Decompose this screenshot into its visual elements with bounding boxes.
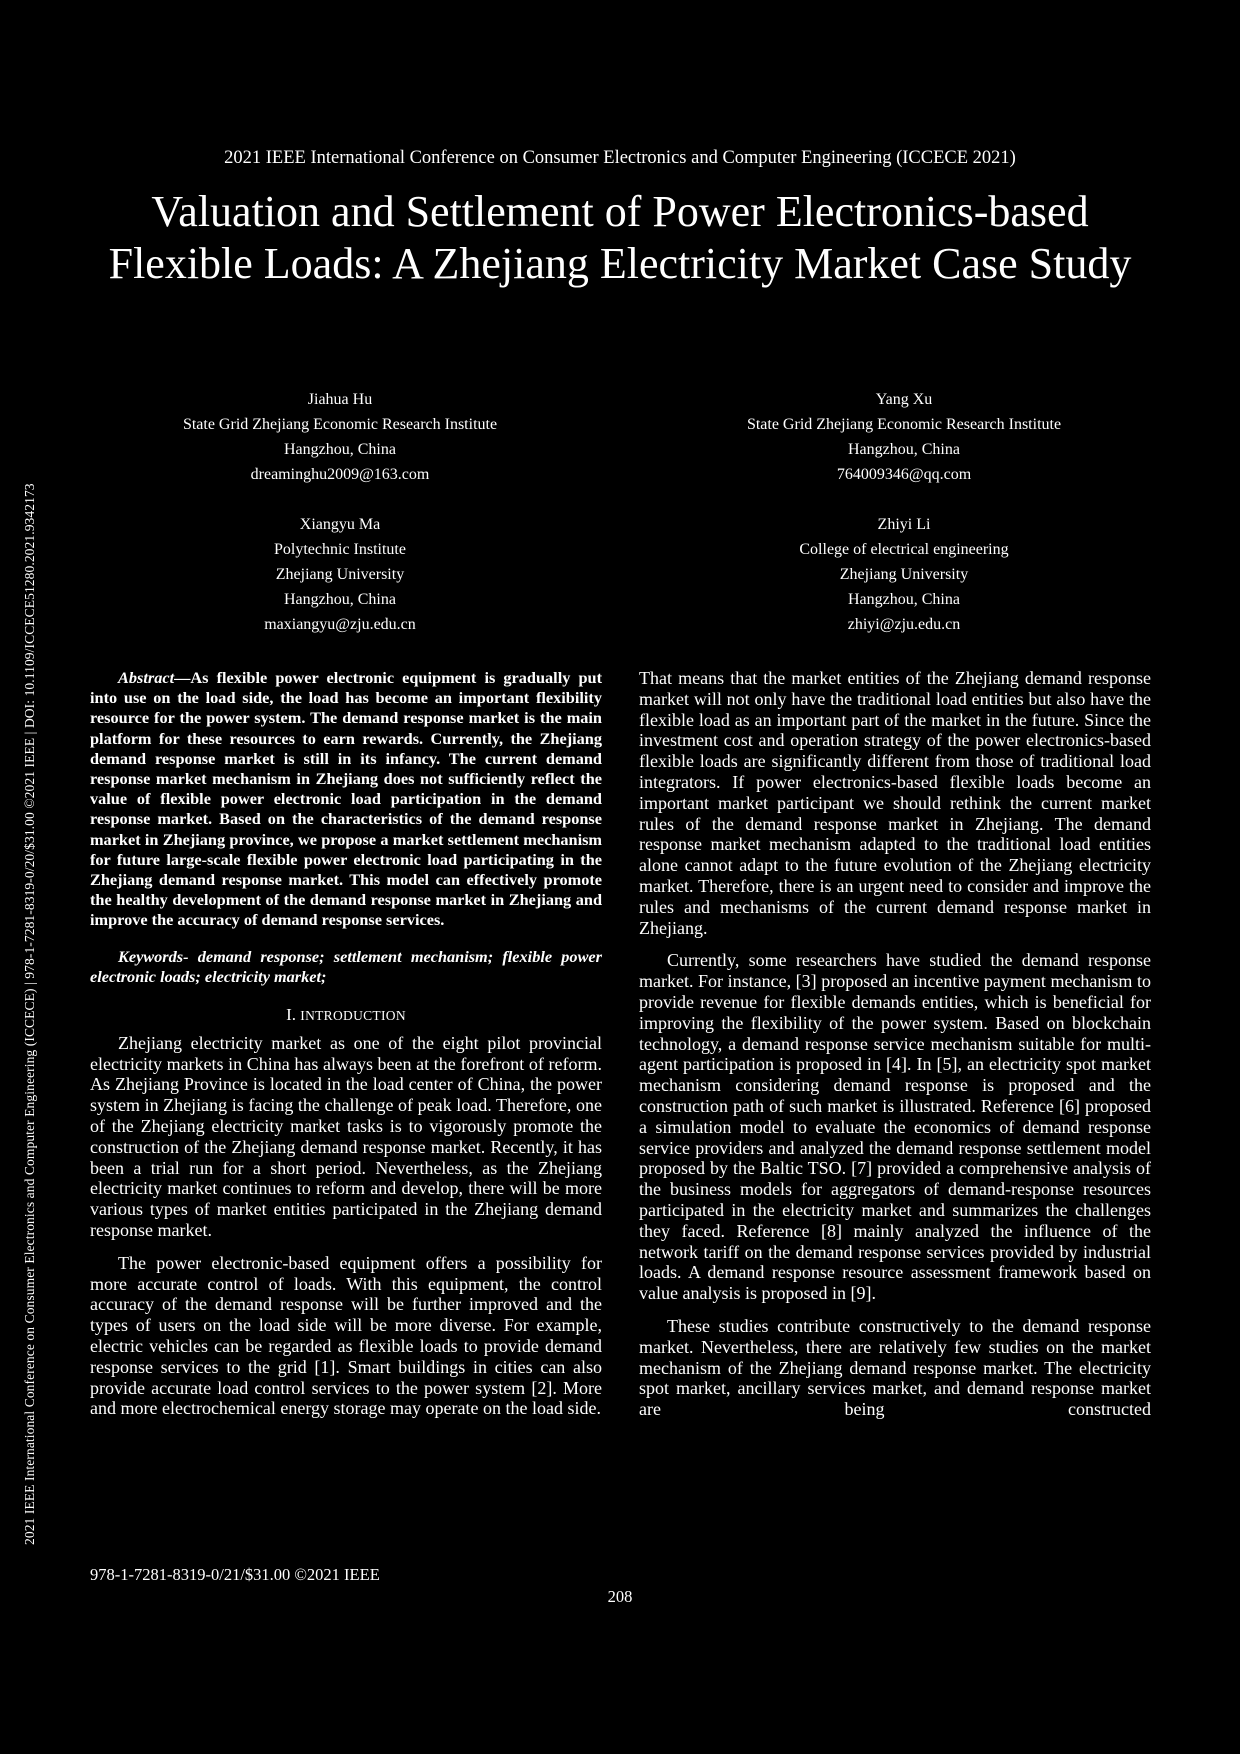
author-block: [140, 387, 540, 487]
author-affiliation: Polytechnic Institute: [274, 541, 406, 558]
author-location: Hangzhou, China: [848, 591, 960, 608]
author-affiliation: State Grid Zhejiang Economic Research Institute: [746, 416, 1062, 433]
author-block: [704, 512, 1104, 637]
body-paragraph: These studies contribute constructively to the demand response market. Nevertheless, there are relatively few studies on the market mechanism of the Zhejiang demand response market. The electricity spot market, ancillary services market, and demand response market are being constructed: [639, 1315, 1151, 1420]
sidebar-citation: 2021 IEEE International Conference on Consumer Electronics and Computer Engineering (ICCECE) | 978-1-7281-8319-0/20/$31.00 ©2021 IEEE | DOI: 10.1109/ICCECE51280.2021.9342173: [22, 483, 37, 1545]
left-column: [90, 668, 602, 1419]
right-column: [639, 668, 1151, 1420]
body-paragraph: That means that the market entities of the Zhejiang demand response market will not only have the traditional load entities but also have the flexible load as an important part of the market in the future. Since the investment cost and operation strategy of the power electronics-based flexible loads are significantly different from those of traditional load integrators. If power electronics-based flexible loads become an important market participant we should rethink the current market rules of the demand response market in Zhejiang. The demand response market mechanism adapted to the traditional load entities alone cannot adapt to the future evolution of the Zhejiang electricity market. Therefore, there is an urgent need to consider and improve the rules and mechanisms of the current demand response market in Zhejiang.: [639, 668, 1151, 938]
author-affiliation: State Grid Zhejiang Economic Research Institute: [182, 416, 498, 433]
body-paragraph: Zhejiang electricity market as one of the eight pilot provincial electricity markets in China has always been at the forefront of reform. As Zhejiang Province is located in the load center of China, the power system in Zhejiang is facing the challenge of peak load. Therefore, one of the Zhejiang electricity market tasks is to vigorously promote the construction of the Zhejiang demand response market. Recently, it has been a trial run for a short period. Nevertheless, as the Zhejiang electricity market continues to reform and develop, there will be more various types of market entities participated in the Zhejiang demand response market.: [90, 1032, 602, 1241]
author-block: [704, 387, 1104, 487]
author-name: Jiahua Hu: [307, 391, 373, 408]
author-affiliation: College of electrical engineering: [799, 541, 1009, 558]
keywords: Keywords- demand response; settlement mechanism; flexible power electronic loads; electricity market;: [90, 946, 602, 986]
author-location: Hangzhou, China: [284, 441, 396, 458]
section-heading: [90, 1005, 602, 1027]
author-name: Yang Xu: [875, 391, 933, 408]
body-paragraph: Currently, some researchers have studied the demand response market. For instance, [3] proposed an incentive payment mechanism to provide revenue for flexible demands entities, which is beneficial for improving the flexibility of the power system. Based on blockchain technology, a demand response service mechanism suitable for multi-agent participation is proposed in [4]. In [5], an electricity spot market mechanism considering demand response is proposed and the construction path of such market is illustrated. Reference [6] proposed a simulation model to evaluate the economics of demand response service providers and analyzed the demand response settlement model proposed by the Baltic TSO. [7] provided a comprehensive analysis of the business models for aggregators of demand-response resources participated in the electricity market and summarizes the challenges they faced. Reference [8] mainly analyzed the influence of the network tariff on the demand response services provided by industrial loads. A demand response resource assessment framework based on value analysis is proposed in [9].: [639, 950, 1151, 1304]
copyright-footer: 978-1-7281-8319-0/21/$31.00 ©2021 IEEE: [90, 1565, 380, 1584]
page-number: 208: [607, 1587, 633, 1606]
author-location: Hangzhou, China: [284, 591, 396, 608]
section-title: INTRODUCTION: [300, 1008, 406, 1024]
author-affiliation: Zhejiang University: [839, 566, 969, 583]
conference-header: 2021 IEEE International Conference on Consumer Electronics and Computer Engineering (ICCECE 2021): [224, 148, 1016, 168]
author-email: maxiangyu@zju.edu.cn: [264, 616, 416, 633]
abstract-text: —As flexible power electronic equipment is gradually put into use on the load side, the load has become an important flexibility resource for the power system. The demand response market is the main platform for these resources to earn rewards. Currently, the Zhejiang demand response market is still in its infancy. The current demand response market mechanism in Zhejiang does not sufficiently reflect the value of flexible power electronic load participation in the demand response market. Based on the characteristics of the demand response market in Zhejiang province, we propose a market settlement mechanism for future large-scale flexible power electronic load participating in the Zhejiang demand response market. This model can effectively promote the healthy development of the demand response market in Zhejiang and improve the accuracy of demand response services.: [90, 668, 602, 930]
author-email: zhiyi@zju.edu.cn: [847, 616, 961, 633]
author-block: [140, 512, 540, 637]
author-email: 764009346@qq.com: [836, 466, 972, 483]
author-affiliation: Zhejiang University: [275, 566, 405, 583]
author-email: dreaminghu2009@163.com: [250, 466, 430, 483]
author-name: Xiangyu Ma: [299, 516, 381, 533]
body-paragraph: The power electronic-based equipment offers a possibility for more accurate control of loads. With this equipment, the control accuracy of the demand response will be further improved and the types of users on the load side will be more diverse. For example, electric vehicles can be regarded as flexible loads to provide demand response services to the grid [1]. Smart buildings in cities can also provide accurate load control services to the power system [2]. More and more electrochemical energy storage may operate on the load side.: [90, 1252, 602, 1419]
author-location: Hangzhou, China: [848, 441, 960, 458]
author-name: Zhiyi Li: [877, 516, 931, 533]
paper-title: Valuation and Settlement of Power Electronics-based Flexible Loads: A Zhejiang Electricity Market Case Study: [108, 187, 1132, 288]
section-number: I.: [286, 1005, 297, 1025]
abstract-label: Abstract: [118, 668, 175, 687]
abstract: [90, 668, 602, 931]
